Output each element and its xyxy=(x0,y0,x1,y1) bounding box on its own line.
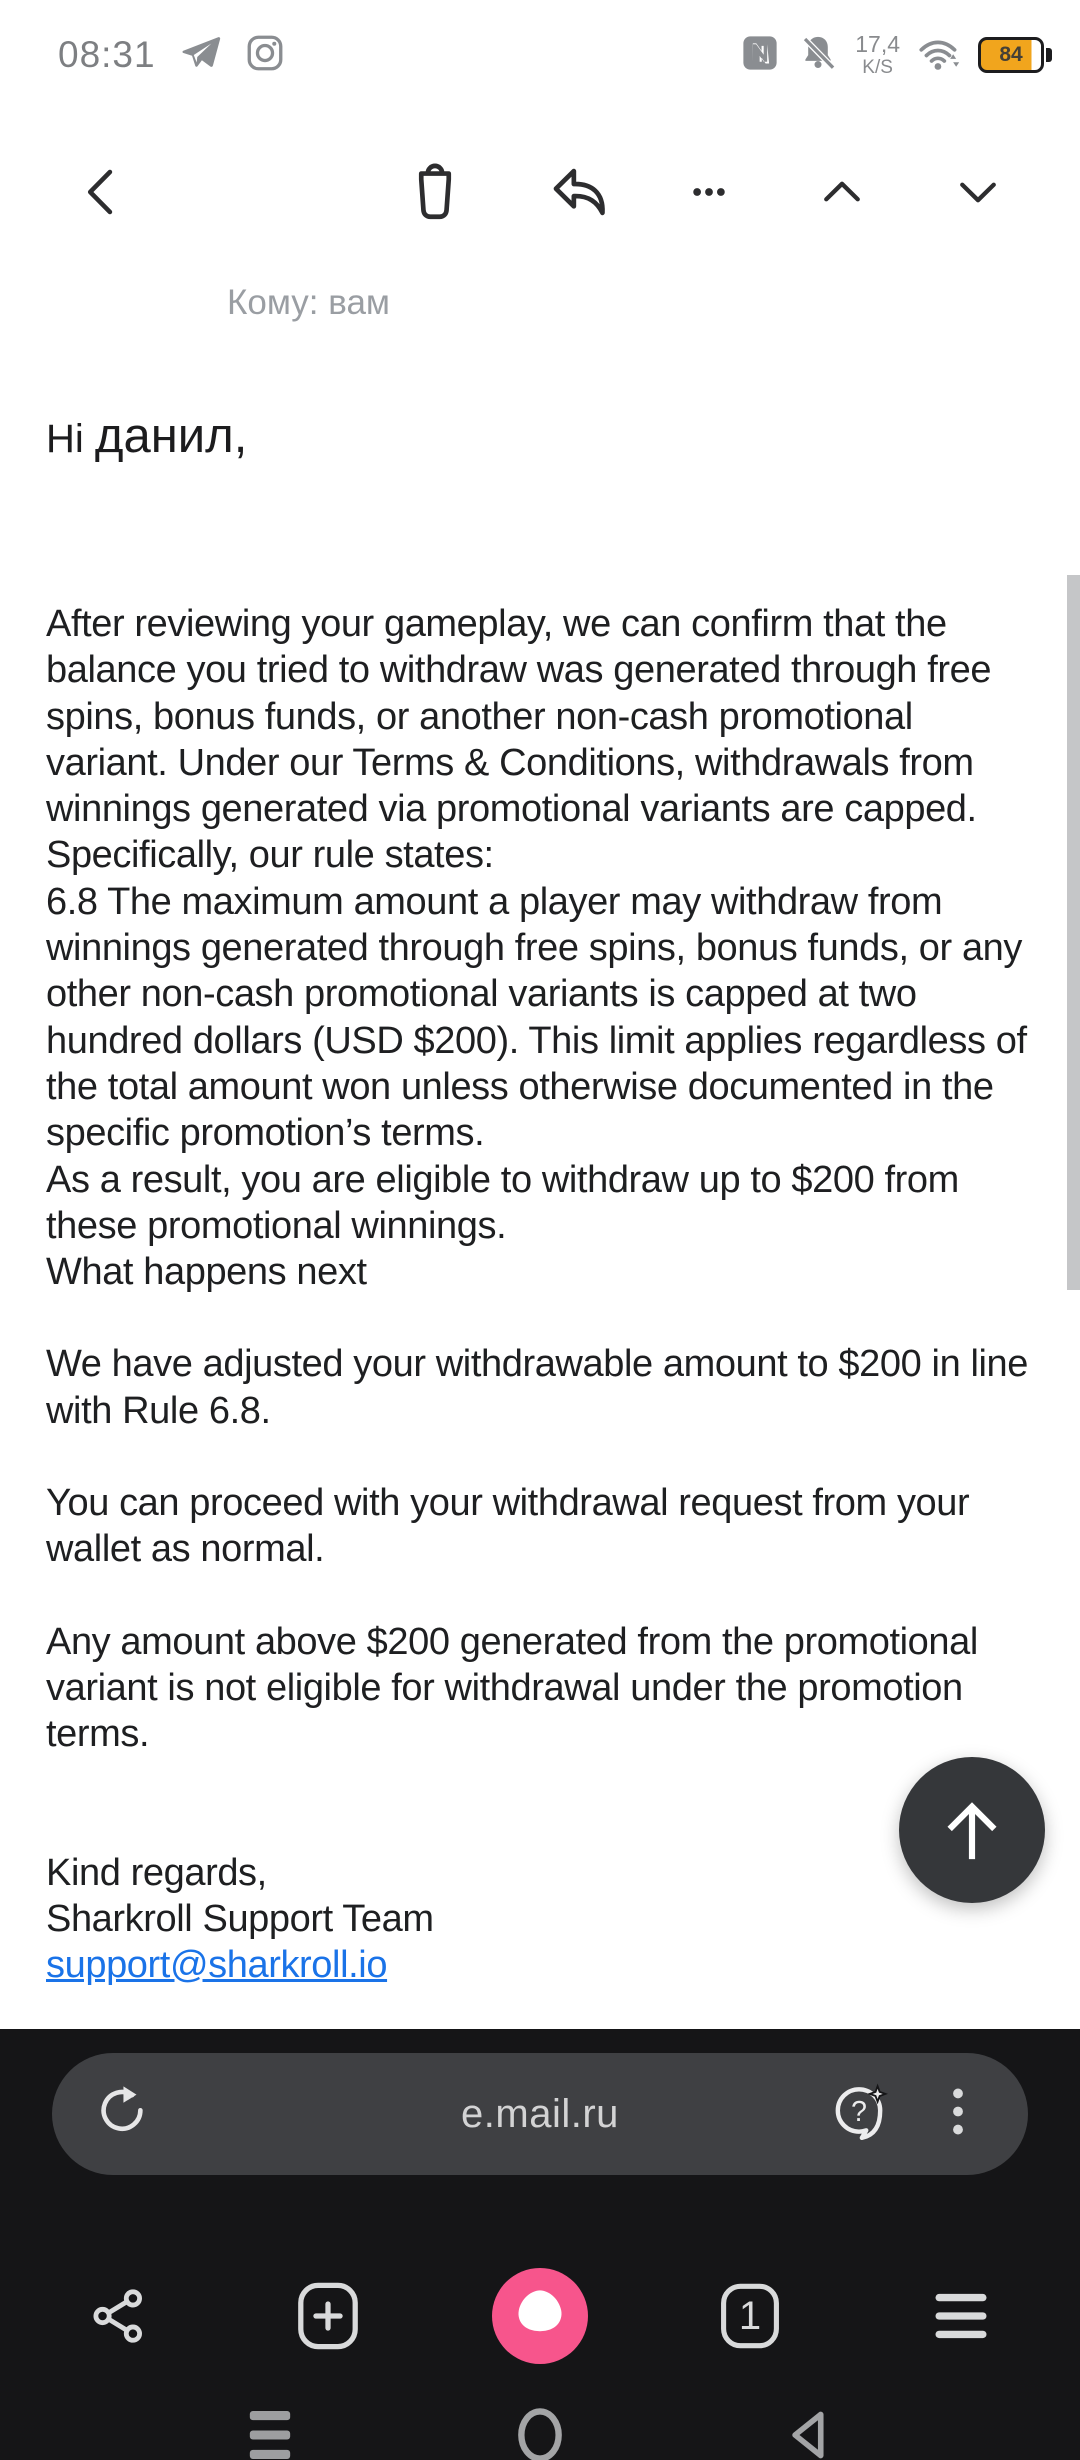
instagram-icon xyxy=(244,32,286,79)
network-speed: 17,4 K/S xyxy=(855,31,900,78)
recipient-label: Кому: вам xyxy=(227,283,390,322)
svg-text:?: ? xyxy=(851,2095,867,2128)
arrow-up-icon xyxy=(933,1791,1011,1869)
paragraph: You can proceed with your withdrawal request from your wallet as normal. xyxy=(46,1482,970,1571)
email-body xyxy=(46,601,1042,1988)
back-nav-button[interactable] xyxy=(755,2385,865,2460)
delete-button[interactable] xyxy=(395,152,475,232)
tab-count: 1 xyxy=(738,2293,762,2338)
new-tab-button[interactable] xyxy=(273,2266,383,2366)
paragraph: After reviewing your gameplay, we can confirm that the balance you tried to withdraw was generated through free spins, bonus funds, or another non-cash promotional variant. Under our Terms & Conditions, withdrawals from winnings generated via promotional variants are capped. xyxy=(46,603,992,831)
help-assistant-icon[interactable] xyxy=(828,2081,890,2148)
home-button[interactable] xyxy=(485,2385,595,2460)
battery-indicator: 84 xyxy=(978,37,1052,73)
url-text[interactable]: e.mail.ru xyxy=(461,2091,619,2136)
status-bar xyxy=(0,0,1080,110)
more-options-button[interactable] xyxy=(669,152,749,232)
browser-menu-button[interactable] xyxy=(906,2266,1016,2366)
reply-button[interactable] xyxy=(541,152,621,232)
next-message-button[interactable] xyxy=(938,152,1018,232)
browser-chrome xyxy=(0,2029,1080,2460)
address-bar[interactable] xyxy=(52,2053,1028,2175)
wifi-icon xyxy=(916,31,962,80)
support-email-link[interactable]: support@sharkroll.io xyxy=(46,1944,388,1987)
back-button[interactable] xyxy=(63,152,143,232)
android-navbar xyxy=(0,2375,1080,2460)
notifications-muted-icon xyxy=(797,32,839,79)
paragraph: 6.8 The maximum amount a player may withdraw from winnings generated through free spins, bonus funds, or any other non-cash promotional variants is capped at two hundred dollars (USD $200). This limit applies regardless of the total amount won unless otherwise documented in the specific promotion’s terms. xyxy=(46,880,1027,1155)
share-button[interactable] xyxy=(63,2266,173,2366)
clock: 08:31 xyxy=(58,34,156,75)
paragraph: As a result, you are eligible to withdraw up to $200 from these promotional winnings. xyxy=(46,1158,959,1247)
browser-menu-kebab-icon[interactable] xyxy=(932,2081,984,2148)
reload-icon[interactable] xyxy=(93,2083,151,2146)
signature-line: Kind regards, xyxy=(46,1851,267,1894)
paragraph: Any amount above $200 generated from the promotional variant is not eligible for withdrawal under the promotion terms. xyxy=(46,1620,978,1756)
paragraph: What happens next xyxy=(46,1251,367,1294)
paragraph: Specifically, our rule states: xyxy=(46,834,494,877)
alice-assistant-button[interactable] xyxy=(485,2266,595,2366)
paragraph: We have adjusted your withdrawable amount to $200 in line with Rule 6.8. xyxy=(46,1343,1029,1432)
previous-message-button[interactable] xyxy=(802,152,882,232)
tabs-button[interactable] xyxy=(695,2266,805,2366)
recent-apps-button[interactable] xyxy=(215,2385,325,2460)
alice-icon xyxy=(492,2268,588,2364)
telegram-icon xyxy=(178,31,222,80)
scroll-to-top-button[interactable] xyxy=(899,1757,1045,1903)
nfc-icon xyxy=(739,32,781,79)
signature-line: Sharkroll Support Team xyxy=(46,1897,434,1940)
page-scrollbar-thumb[interactable] xyxy=(1067,575,1080,1290)
greeting-line: Hi данил, xyxy=(46,409,248,463)
